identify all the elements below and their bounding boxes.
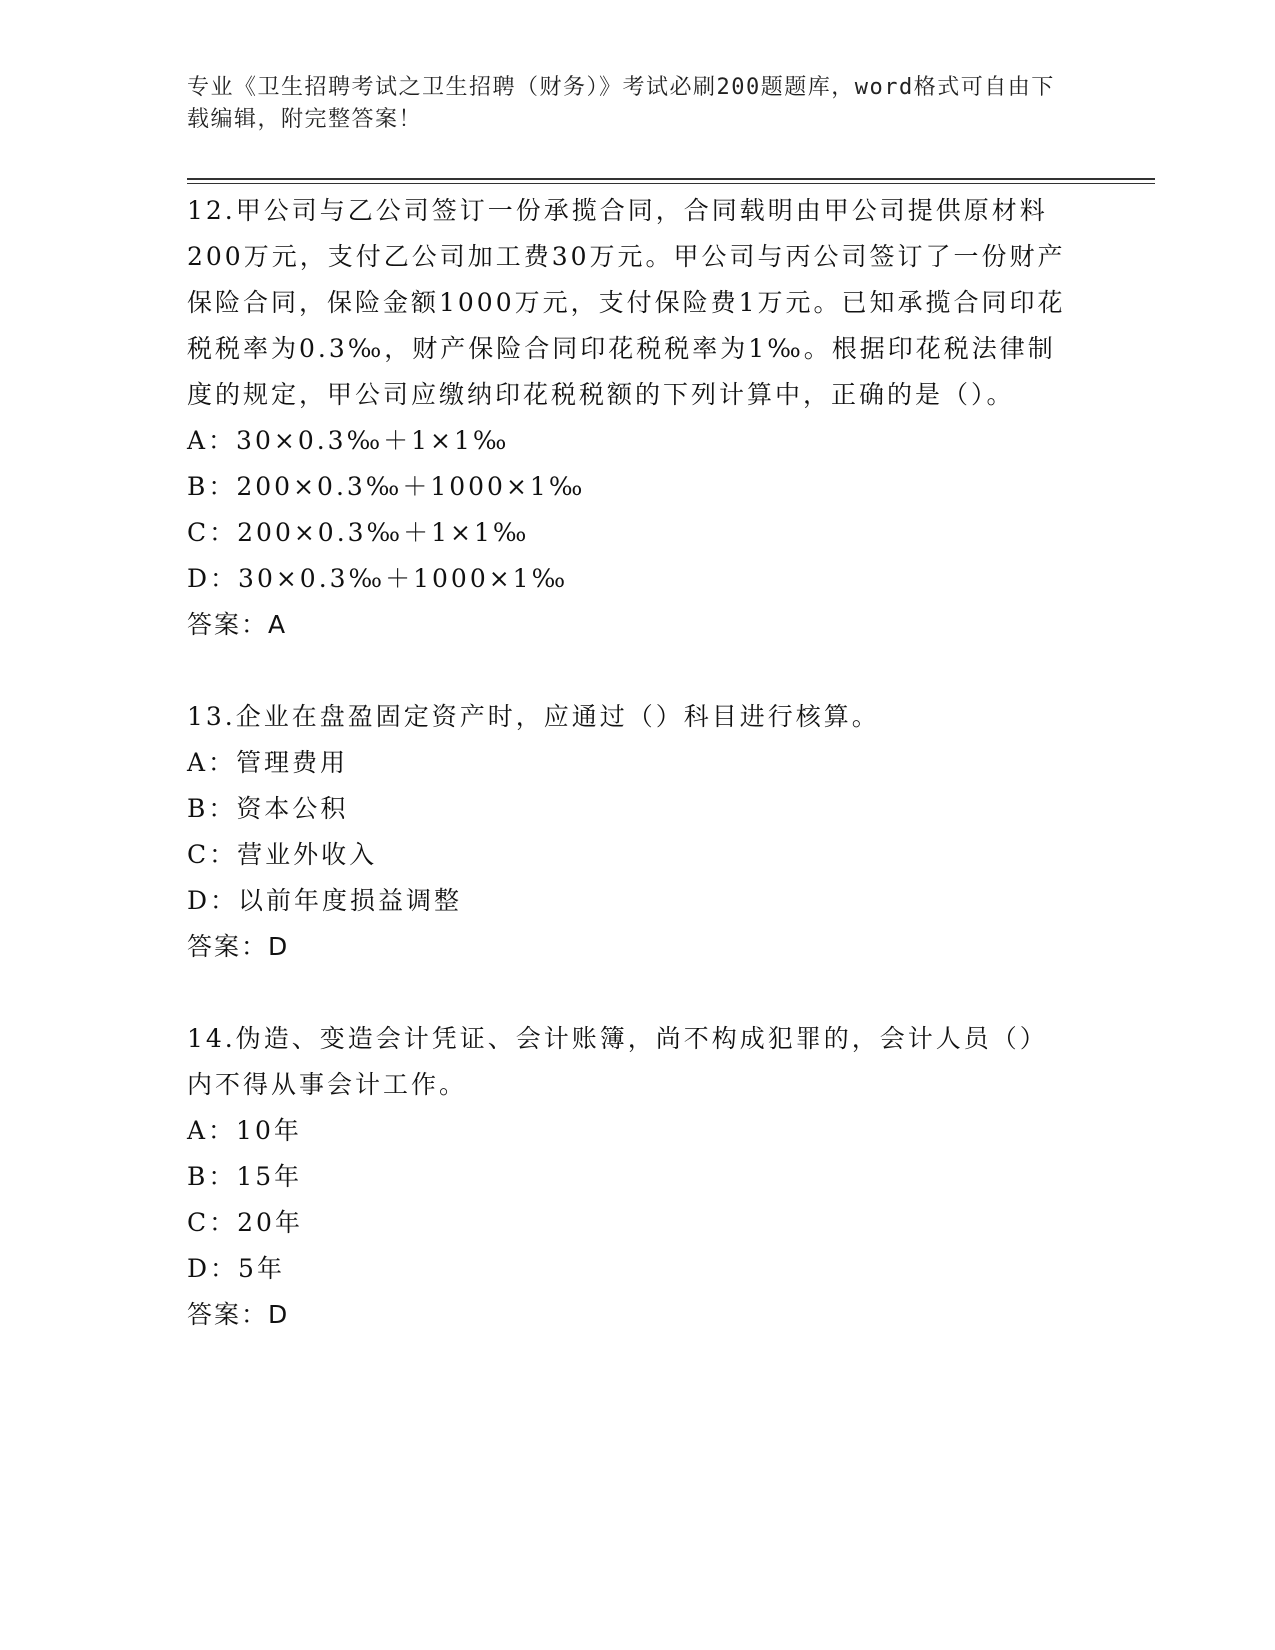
question-stem: 12.甲公司与乙公司签订一份承揽合同，合同载明由甲公司提供原材料200万元，支付乙公司加工费30万元。甲公司与丙公司签订了一份财产保险合同，保险金额1000万元，支付保险费1万元。已知承揽合同印花税税率为0.3‰，财产保险合同印花税税率为1‰。根据印花税法律制度的规定，甲公司应缴纳印花税税额的下列计算中，正确的是（）。 (187, 196, 1066, 409)
question-stem: 13.企业在盘盈固定资产时，应通过（）科目进行核算。 (187, 702, 880, 731)
answer-line: 答案：D (187, 1300, 290, 1329)
header-divider-thick (187, 178, 1155, 180)
option-c: C：营业外收入 (187, 840, 378, 869)
question-list (187, 188, 1067, 1384)
option-b: B：200×0.3‰＋1000×1‰ (187, 472, 586, 501)
question-stem: 14.伪造、变造会计凭证、会计账簿，尚不构成犯罪的，会计人员（）内不得从事会计工作。 (187, 1024, 1048, 1099)
option-a: A：管理费用 (187, 748, 349, 777)
question-12 (187, 188, 1067, 648)
option-d: D：5年 (187, 1254, 285, 1283)
document-header: 专业《卫生招聘考试之卫生招聘（财务）》考试必刷200题题库，word格式可自由下载编辑，附完整答案！ (187, 75, 1055, 132)
option-b: B：资本公积 (187, 794, 349, 823)
question-14 (187, 1016, 1067, 1338)
header-divider-thin (187, 183, 1155, 184)
question-13 (187, 694, 1067, 970)
option-c: C：200×0.3‰＋1×1‰ (187, 518, 530, 547)
option-d: D：以前年度损益调整 (187, 886, 463, 915)
option-b: B：15年 (187, 1162, 303, 1191)
answer-line: 答案：A (187, 610, 288, 639)
answer-line: 答案：D (187, 932, 290, 961)
option-d: D：30×0.3‰＋1000×1‰ (187, 564, 569, 593)
option-c: C：20年 (187, 1208, 303, 1237)
option-a: A：30×0.3‰＋1×1‰ (187, 426, 510, 455)
option-a: A：10年 (187, 1116, 302, 1145)
